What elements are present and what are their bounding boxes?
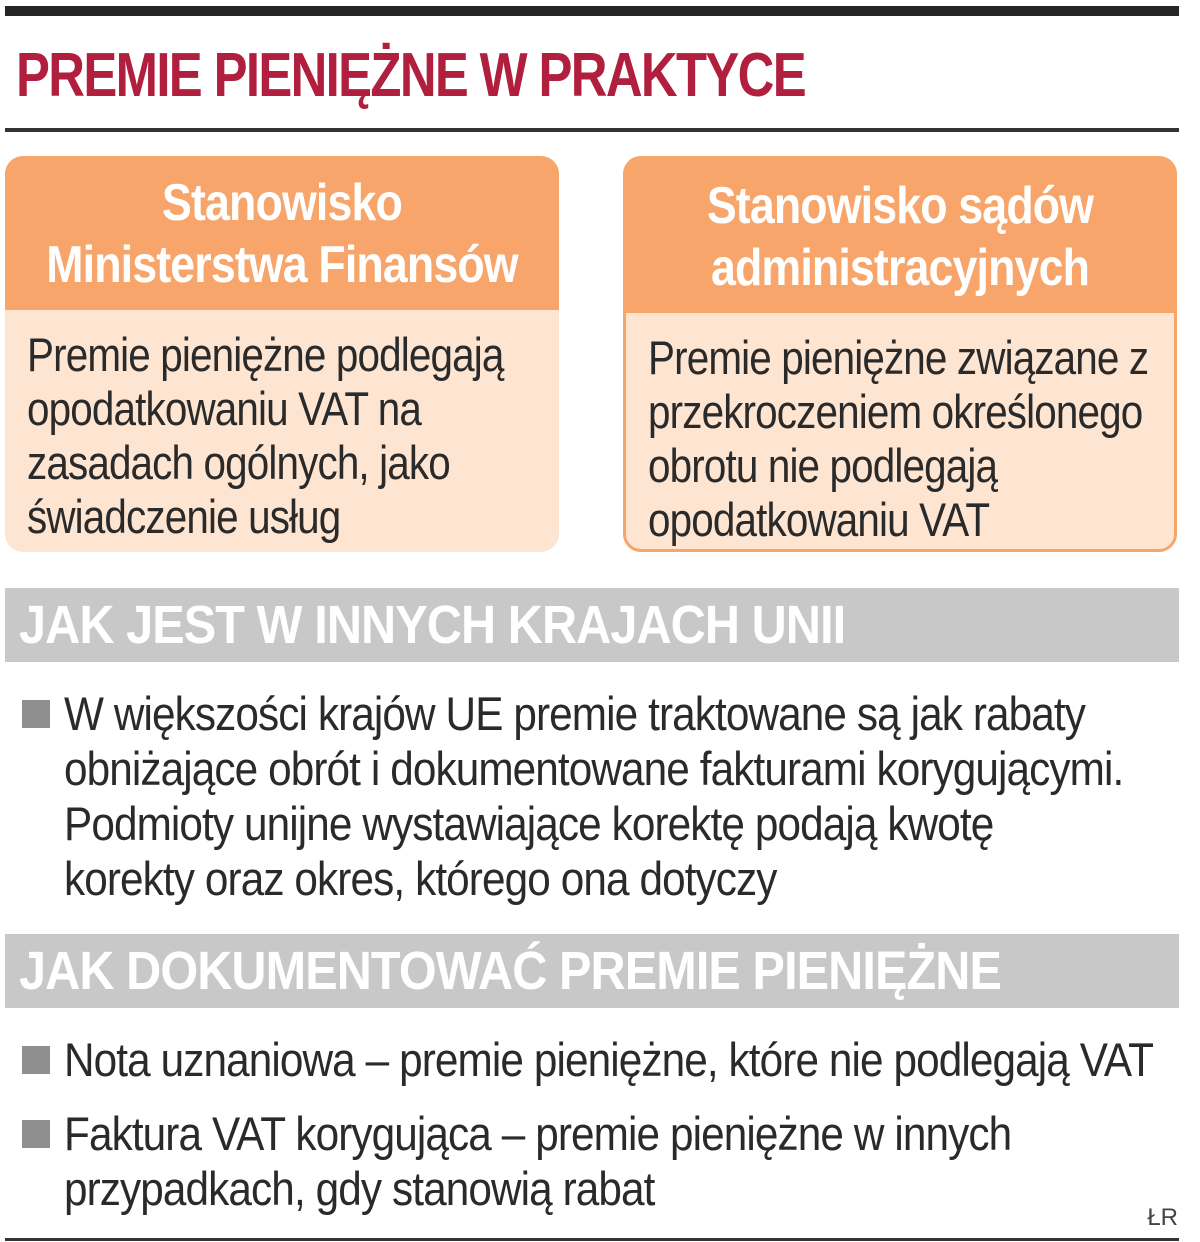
top-rule: [5, 6, 1179, 16]
card-ministry-body: [5, 310, 559, 544]
author-initials: ŁR: [1147, 1204, 1178, 1231]
card-body-line: Premie pieniężne związane z: [648, 331, 1149, 384]
list-item-line: W większości krajów UE premie traktowane są jak rabaty: [64, 687, 1086, 740]
list-item-line: obniżające obrót i dokumentowane fakturami korygującymi.: [64, 742, 1124, 795]
card-body-line: obrotu nie podlegają: [648, 439, 998, 492]
section-heading-text: JAK DOKUMENTOWAĆ PREMIE PIENIĘŻNE: [19, 941, 1002, 1001]
bottom-rule: [5, 1238, 1179, 1241]
card-ministry-heading: [5, 156, 559, 310]
list-item-line: Faktura VAT korygująca – premie pieniężne w innych: [64, 1107, 1012, 1160]
bullet-square-icon: [22, 1120, 50, 1148]
card-body-line: zasadach ogólnych, jako: [27, 436, 450, 489]
list-item-line: korekty oraz okres, którego ona dotyczy: [64, 852, 777, 905]
list-item-line: Nota uznaniowa – premie pieniężne, które nie podlegają VAT: [64, 1033, 1154, 1086]
card-body-line: przekroczeniem określonego: [648, 385, 1143, 438]
section-heading-documenting: [5, 934, 1179, 1008]
card-body-line: opodatkowaniu VAT: [648, 493, 990, 546]
card-body-line: świadczenie usług: [27, 490, 341, 543]
card-heading-line: administracyjnych: [710, 239, 1090, 297]
list-item-text: [64, 686, 1200, 906]
card-courts: [623, 156, 1177, 552]
list-item-text: [64, 1106, 1116, 1216]
bullet-square-icon: [22, 700, 50, 728]
page-title: PREMIE PIENIĘŻNE W PRAKTYCE: [16, 41, 806, 110]
card-courts-body: [626, 313, 1174, 547]
card-body-line: opodatkowaniu VAT na: [27, 382, 422, 435]
card-courts-heading: [626, 159, 1174, 313]
card-heading-line: Ministerstwa Finansów: [46, 236, 518, 294]
list-item-text: [64, 1032, 1200, 1087]
list-item-line: przypadkach, gdy stanowią rabat: [64, 1162, 655, 1215]
card-heading-line: Stanowisko: [162, 174, 402, 232]
card-ministry: [5, 156, 559, 552]
title-rule: [5, 128, 1179, 132]
bullet-square-icon: [22, 1046, 50, 1074]
list-item-line: Podmioty unijne wystawiające korektę podają kwotę: [64, 797, 994, 850]
card-heading-line: Stanowisko sądów: [706, 177, 1094, 235]
section-heading-eu: [5, 588, 1179, 662]
section-heading-text: JAK JEST W INNYCH KRAJACH UNII: [19, 595, 846, 655]
card-body-line: Premie pieniężne podlegają: [27, 328, 504, 381]
